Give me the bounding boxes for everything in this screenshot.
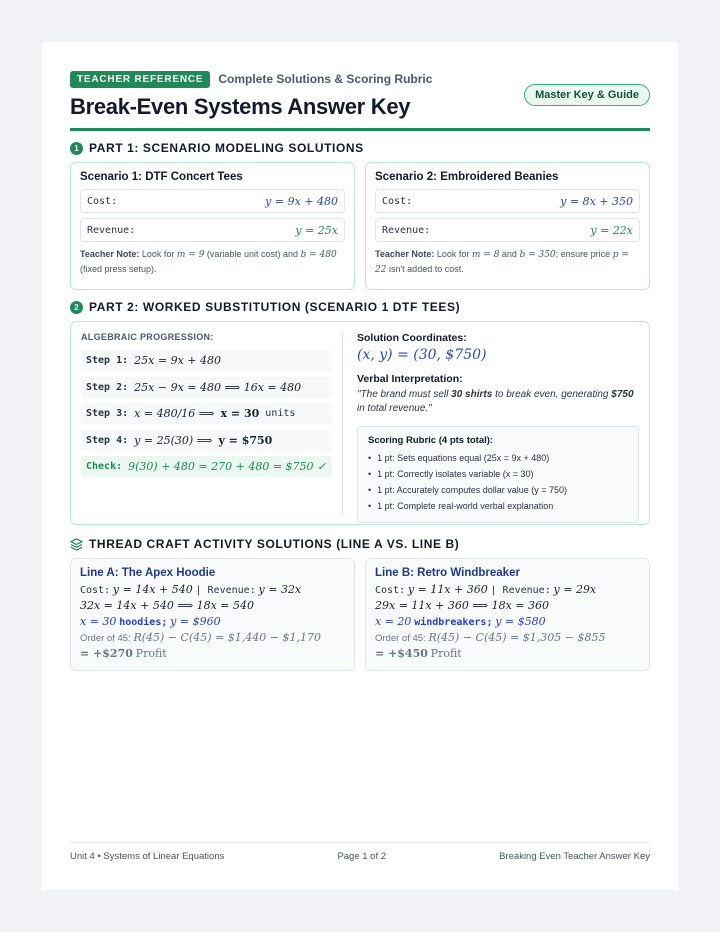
- note-text: and: [499, 249, 520, 259]
- scoring-rubric: [357, 426, 639, 523]
- cost-equation: y = 8x + 350: [560, 194, 633, 208]
- teacher-note-label: Teacher Note:: [375, 249, 435, 259]
- solution-x: x = 30: [80, 615, 117, 628]
- header-divider: [70, 128, 650, 131]
- note-math: m = 8: [471, 250, 500, 260]
- note-text: Look for: [139, 249, 177, 259]
- step-result: y = $750: [218, 433, 273, 447]
- note-text: ; ensure price: [555, 249, 613, 259]
- teacher-note: [80, 247, 345, 276]
- part2-title: PART 2: WORKED SUBSTITUTION (SCENARIO 1 DTF TEES): [89, 300, 461, 314]
- order-label: Order of 45:: [375, 633, 426, 644]
- cost-label: Cost:: [80, 585, 111, 596]
- profit-word: Profit: [135, 647, 167, 660]
- part1-cards: [70, 162, 650, 290]
- solution-y: y = $960: [170, 615, 221, 628]
- cost-equation-row: [80, 189, 345, 213]
- solution-y: y = $580: [495, 615, 546, 628]
- solution-coordinates: (x, y) = (30, $750): [357, 347, 487, 363]
- step-label: Step 2:: [86, 381, 129, 393]
- revenue-equation: y = 22x: [590, 223, 633, 237]
- coords-label: Solution Coordinates:: [357, 332, 467, 344]
- line-step: [80, 598, 345, 614]
- step-row: [81, 377, 332, 398]
- worked-substitution-card: [70, 321, 650, 525]
- order-math: R(45) − C(45) = $1,305 − $855: [428, 631, 606, 644]
- profit-line: [375, 646, 640, 662]
- verbal-emphasis: $750: [611, 389, 634, 400]
- revenue-equation: y = 29x: [553, 583, 597, 596]
- revenue-equation-row: [375, 218, 640, 242]
- revenue-equation-row: [80, 218, 345, 242]
- step-math: 32x = 14x + 540 ⟹ 18x = 540: [80, 599, 254, 612]
- note-text: Look for: [434, 249, 472, 259]
- profit-math: = +$450: [375, 647, 428, 660]
- rubric-list: [368, 450, 628, 514]
- solution-word: windbreakers;: [414, 617, 493, 628]
- scenario-card-1: [70, 162, 355, 290]
- footer-page-number: Page 1 of 2: [337, 851, 387, 862]
- part3-cards: [70, 558, 650, 671]
- step-result: x = 30: [220, 407, 260, 420]
- step-units: units: [265, 408, 296, 419]
- teacher-note-label: Teacher Note:: [80, 249, 140, 259]
- revenue-label: Revenue:: [87, 224, 136, 236]
- cost-label: Cost:: [375, 585, 406, 596]
- teacher-note: [375, 247, 640, 277]
- step-row: [81, 403, 332, 424]
- master-key-pill: Master Key & Guide: [524, 84, 650, 106]
- revenue-equation: y = 32x: [258, 583, 302, 596]
- scenario-title: Scenario 1: DTF Concert Tees: [80, 171, 243, 183]
- scenario-title: Scenario 2: Embroidered Beanies: [375, 171, 559, 183]
- part3-heading: [70, 536, 650, 552]
- note-text: (fixed press setup).: [80, 264, 157, 274]
- step-math: x = 480/16 ⟹: [134, 407, 215, 420]
- note-text: isn't added to cost.: [386, 264, 464, 274]
- verbal-text: "The brand must sell: [357, 389, 452, 400]
- step-label: Step 3:: [86, 408, 129, 419]
- cost-equation: y = 11x + 360: [407, 583, 488, 596]
- step-row: [81, 350, 332, 371]
- progression-label: ALGEBRAIC PROGRESSION:: [81, 332, 214, 342]
- teacher-reference-badge: TEACHER REFERENCE: [70, 71, 210, 88]
- answer-key-page: [42, 42, 678, 890]
- note-math: b = 480: [300, 250, 337, 260]
- line-a-card: [70, 558, 355, 671]
- part2-heading: [70, 299, 650, 315]
- profit-math: = +$270: [80, 647, 133, 660]
- step-math: 29x = 11x + 360 ⟹ 18x = 360: [375, 599, 549, 612]
- rubric-item: • 1 pt: Correctly isolates variable (x = 30): [368, 466, 628, 482]
- order-line: [375, 630, 640, 646]
- rubric-title: Scoring Rubric (4 pts total):: [368, 435, 494, 446]
- cost-equation: y = 9x + 480: [265, 194, 338, 208]
- verbal-text: in total revenue.": [357, 403, 432, 414]
- cost-equation: y = 14x + 540: [112, 583, 193, 596]
- line-equations: [375, 582, 640, 598]
- solution-x: x = 20: [375, 615, 412, 628]
- footer-right: Breaking Even Teacher Answer Key: [499, 851, 650, 862]
- verbal-emphasis: 30 shirts: [451, 389, 493, 400]
- order-label: Order of 45:: [80, 633, 131, 644]
- profit-line: [80, 646, 345, 662]
- step-math: 25x = 9x + 480: [134, 354, 221, 367]
- line-step: [375, 598, 640, 614]
- cost-label: Cost:: [87, 195, 118, 207]
- step-label: Step 4:: [86, 434, 129, 446]
- line-equations: [80, 582, 345, 598]
- verbal-label: Verbal Interpretation:: [357, 373, 463, 385]
- note-math: b = 350: [519, 250, 556, 260]
- scenario-card-2: [365, 162, 650, 290]
- algebraic-progression: [81, 332, 343, 514]
- revenue-label: | Revenue:: [195, 585, 256, 596]
- line-solution: [80, 614, 345, 630]
- revenue-label: | Revenue:: [490, 585, 551, 596]
- page-footer: [70, 842, 650, 862]
- check-row: [81, 456, 332, 477]
- part1-heading: [70, 140, 650, 156]
- step-row: [81, 430, 332, 451]
- verbal-text: to break even, generating: [492, 389, 612, 400]
- step-label: Step 1:: [86, 355, 129, 366]
- note-math: p = 22: [375, 250, 629, 275]
- solution-word: hoodies;: [119, 617, 168, 628]
- line-title: Line A: The Apex Hoodie: [80, 567, 216, 579]
- rubric-item: • 1 pt: Accurately computes dollar value (y = 750): [368, 482, 628, 498]
- revenue-label: Revenue:: [382, 224, 431, 236]
- verbal-interpretation: [357, 388, 639, 416]
- order-line: [80, 630, 345, 646]
- rubric-item: • 1 pt: Complete real-world verbal explanation: [368, 498, 628, 514]
- step-math: y = 25(30) ⟹: [134, 433, 213, 447]
- step-math: 25x − 9x = 480 ⟹ 16x = 480: [134, 380, 302, 394]
- profit-word: Profit: [430, 647, 462, 660]
- line-b-card: [365, 558, 650, 671]
- note-math: m = 9: [176, 250, 205, 260]
- revenue-equation: y = 25x: [295, 223, 338, 237]
- order-math: R(45) − C(45) = $1,440 − $1,170: [133, 631, 321, 644]
- page-title: Break-Even Systems Answer Key: [70, 94, 411, 119]
- cost-equation-row: [375, 189, 640, 213]
- solution-panel: [343, 332, 639, 514]
- part1-number-badge: 1: [70, 142, 83, 155]
- header-subtitle: Complete Solutions & Scoring Rubric: [218, 72, 433, 86]
- note-text: (variable unit cost) and: [204, 249, 301, 259]
- line-solution: [375, 614, 640, 630]
- layers-icon: [70, 538, 83, 551]
- part2-number-badge: 2: [70, 301, 83, 314]
- rubric-item: • 1 pt: Sets equations equal (25x = 9x + 480): [368, 450, 628, 466]
- cost-label: Cost:: [382, 195, 413, 207]
- check-label: Check:: [86, 461, 123, 472]
- line-title: Line B: Retro Windbreaker: [375, 567, 520, 579]
- part3-title: THREAD CRAFT ACTIVITY SOLUTIONS (LINE A VS. LINE B): [89, 537, 460, 551]
- check-math: 9(30) + 480 = 270 + 480 = $750 ✓: [128, 460, 327, 473]
- footer-left: Unit 4 • Systems of Linear Equations: [70, 851, 225, 862]
- part1-title: PART 1: SCENARIO MODELING SOLUTIONS: [89, 141, 364, 155]
